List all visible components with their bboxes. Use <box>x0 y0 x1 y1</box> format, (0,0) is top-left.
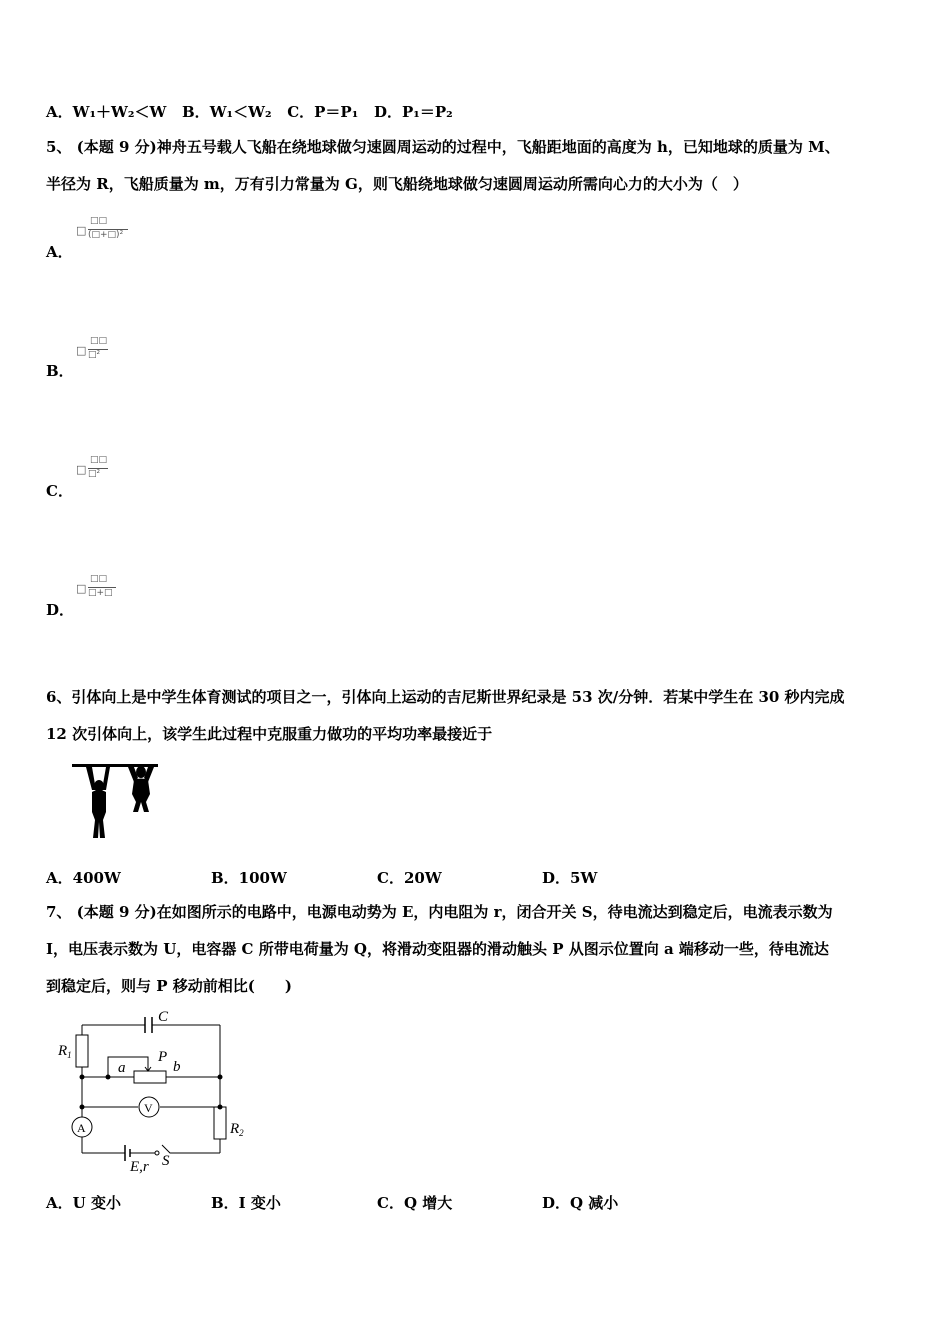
q7-option-d: D．Q 减小 <box>542 1194 619 1212</box>
q4-option-d-label: D． <box>373 103 402 121</box>
q5-option-a-label: A． <box>46 243 73 261</box>
q5-option-b-label: B． <box>46 362 74 380</box>
q5-option-b-formula <box>76 336 108 360</box>
switch-icon <box>155 1151 159 1155</box>
q6-option-d: D．5W <box>542 869 598 887</box>
formula-numerator: □□ <box>90 455 108 465</box>
r2-resistor <box>214 1107 226 1139</box>
q5-stem-line2: 半径为 R，飞船质量为 m，万有引力常量为 G，则飞船绕地球做匀速圆周运动所需向心力的大小为（ ） <box>46 175 748 193</box>
formula-box-icon: □ <box>76 224 87 237</box>
q4-option-d-text: P₁＝P₂ <box>401 103 453 121</box>
q6-stem-line2: 12 次引体向上，该学生此过程中克服重力做功的平均功率最接近于 <box>46 725 493 743</box>
slider-arrow-icon <box>145 1065 151 1071</box>
q7-stem-line2: I，电压表示数为 U，电容器 C 所带电荷量为 Q，将滑动变阻器的滑动触头 P 从图示位置向 a 端移动一些，待电流达 <box>46 940 829 958</box>
q4-option-c-label: C． <box>287 103 315 121</box>
rheostat <box>134 1071 166 1083</box>
q7-option-c: C．Q 增大 <box>377 1194 453 1212</box>
q5-option-d-formula <box>76 574 113 598</box>
r1-resistor <box>76 1035 88 1067</box>
formula-box-icon: □ <box>76 344 87 357</box>
q6-option-c: C．20W <box>377 869 442 887</box>
q4-option-a-text: W₁＋W₂＜W <box>72 103 167 121</box>
voltmeter-label: V <box>144 1101 153 1115</box>
q5-option-c-formula <box>76 455 108 479</box>
slider-p-label: P <box>158 1049 168 1065</box>
q5-option-c-label: C． <box>46 482 73 500</box>
ammeter-label: A <box>77 1121 86 1135</box>
source-label: E,r <box>130 1159 149 1175</box>
r1-label: $R_1$ <box>58 1043 72 1060</box>
formula-denominator: □² <box>88 469 101 479</box>
q7-stem-line3: 到稳定后，则与 P 移动前相比( ) <box>46 977 292 995</box>
circuit-diagram <box>50 1005 260 1175</box>
q5-option-d-label: D． <box>46 601 75 619</box>
q7-option-b: B．I 变小 <box>211 1194 281 1212</box>
q6-option-b: B．100W <box>211 869 287 887</box>
formula-numerator: □□ <box>90 574 108 584</box>
q4-option-b-label: B． <box>182 103 210 121</box>
q5-stem-line1: 5、 (本题 9 分)神舟五号载人飞船在绕地球做匀速圆周运动的过程中，飞船距地面的高度为 h，已知地球的质量为 M、 <box>46 138 840 156</box>
r2-label: $R_2$ <box>230 1121 244 1138</box>
q6-option-a: A．400W <box>46 869 121 887</box>
capacitor-label: C <box>158 1009 169 1025</box>
q7-option-a: A．U 变小 <box>46 1194 121 1212</box>
switch-label: S <box>162 1153 170 1169</box>
q4-option-b-text: W₁＜W₂ <box>209 103 272 121</box>
pullup-bar <box>72 764 158 767</box>
formula-box-icon: □ <box>76 463 87 476</box>
q6-stem-line1: 6、引体向上是中学生体育测试的项目之一，引体向上运动的吉尼斯世界纪录是 53 次/分钟．若某中学生在 30 秒内完成 <box>46 688 845 706</box>
q4-option-a-label: A． <box>46 103 73 121</box>
q5-option-a-formula <box>76 216 124 240</box>
q7-stem-line1: 7、 (本题 9 分)在如图所示的电路中，电源电动势为 E，内电阻为 r，闭合开关 S，待电流达到稳定后，电流表示数为 <box>46 903 833 921</box>
formula-numerator: □□ <box>90 336 108 346</box>
pullup-figure <box>70 760 162 840</box>
q4-option-c-text: P＝P₁ <box>314 103 359 121</box>
formula-denominator: □² <box>88 350 101 360</box>
formula-numerator: □□ <box>90 216 108 226</box>
hanging-person-icon <box>86 767 110 838</box>
q4-options-line <box>46 102 453 122</box>
terminal-a-label: a <box>118 1060 126 1076</box>
terminal-b-label: b <box>173 1059 181 1075</box>
pulled-up-person-icon <box>128 766 154 812</box>
formula-box-icon: □ <box>76 582 87 595</box>
formula-denominator: □+□ <box>88 588 113 598</box>
formula-denominator: (□+□)² <box>88 230 124 240</box>
